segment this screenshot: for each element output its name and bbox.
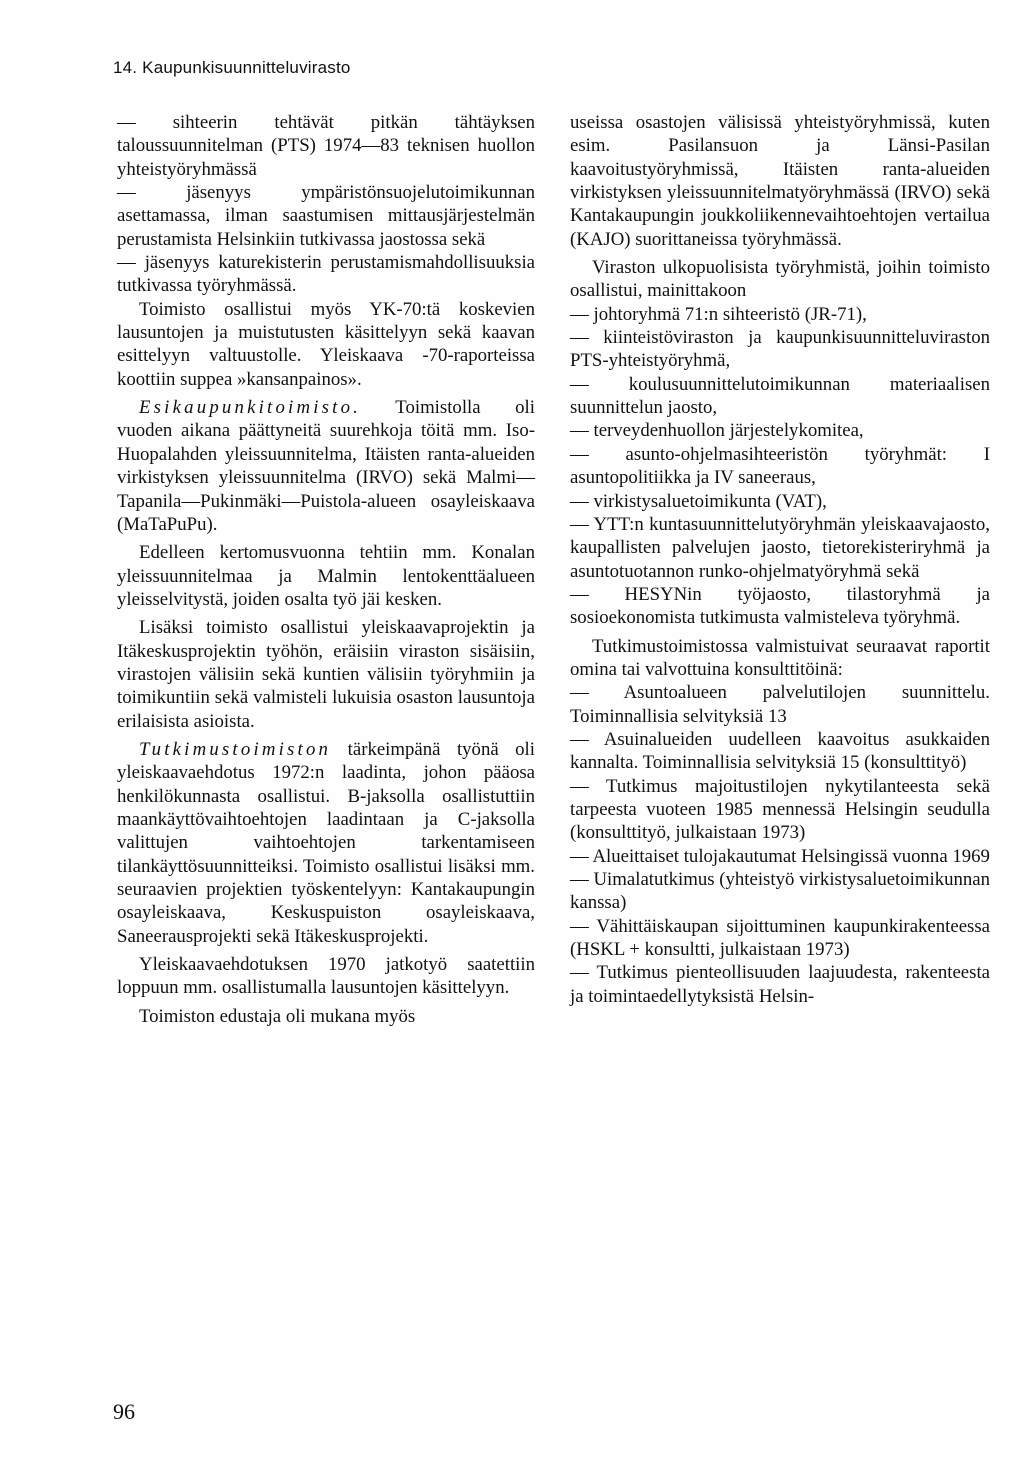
list-item: — Asuntoalueen palvelutilojen suunnittelu. Toiminnallisia selvityksiä 13 — [570, 682, 990, 727]
list-item: — kiinteistöviraston ja kaupunkisuunnitteluviraston PTS-yhteistyöryhmä, — [570, 327, 990, 372]
list-item: — Tutkimus majoitustilojen nykytilanteesta sekä tarpeesta vuoteen 1985 mennessä Helsingin seudulla (konsulttityö, julkaistaan 1973) — [570, 775, 990, 844]
paragraph-body: Toimistolla oli vuoden aikana päättyneitä suurehkoja töitä mm. Iso-Huopalahden yleissuunnitelma, Itäisten ranta-alueiden virkistyksen yleissuunnitelma (IRVO) sekä Malmi—Tapanila—Pukinmäki—Puistola-alueen osayleiskaava (MaTaPuPu). — [117, 397, 535, 535]
paragraph: useissa osastojen välisissä yhteistyöryhmissä, kuten esim. Pasilansuon ja Länsi-Pasilan kaavoitustyöryhmissä, Itäisten ranta-alueiden virkistyksen yleissuunnitelmatyöryhmässä (IRVO) sekä Kantakaupungin joukkoliikennevaihtoehtojen vertailua (KAJO) suorittaneissa työryhmässä. — [570, 112, 990, 250]
list-item: — Vähittäiskaupan sijoittuminen kaupunkirakenteessa (HSKL + konsultti, julkaistaan 1973) — [570, 915, 990, 961]
running-header: 14. Kaupunkisuunnitteluvirasto — [113, 58, 351, 77]
section-heading-esikaupunkitoimisto: Esikaupunkitoimisto. — [139, 397, 362, 419]
list-item: — johtoryhmä 71:n sihteeristö (JR-71), — [570, 303, 867, 325]
paragraph-body: tärkeimpänä työnä oli yleiskaavaehdotus 1972:n laadinta, johon pääosa henkilökunnasta osallistui. B-jaksolla osallistuttiin maankäyttövaihtoehtojen laadintaan ja C-jaksolla valittujen vaihtoehtojen tarkentamiseen tilankäyttösuunnitteiksi. Toimisto osallistui lisäksi mm. seuraavien projektien työskentelyyn: Kantakaupungin osayleiskaava, Keskuspuiston osayleiskaava, Saneerausprojekti sekä Itäkeskusprojekti. — [117, 738, 535, 947]
list-item: — terveydenhuollon järjestelykomitea, — [570, 420, 864, 442]
list-item: — Asuinalueiden uudelleen kaavoitus asukkaiden kannalta. Toiminnallisia selvityksiä 15 (konsulttityö) — [570, 728, 990, 774]
paragraph: Toimisto osallistui myös YK-70:tä koskevien lausuntojen ja muistutusten käsittelyyn sekä kaavan esittelyyn valtuustolle. Yleiskaava -70-raporteissa koottiin suppea »kansanpainos». — [117, 298, 535, 390]
list-item: — Alueittaiset tulojakautumat Helsingissä vuonna 1969 — [570, 845, 990, 867]
right-column — [570, 111, 990, 1008]
list-item: — YTT:n kuntasuunnittelutyöryhmän yleiskaavajaosto, kaupallisten palvelujen jaosto, tietorekisteriryhmä ja asuntotuotannon runko-ohjelmatyöryhmä sekä — [570, 513, 990, 582]
paragraph: Toimiston edustaja oli mukana myös — [139, 1005, 416, 1027]
paragraph: Edelleen kertomusvuonna tehtiin mm. Konalan yleissuunnitelmaa ja Malmin lentokenttäalueen yleisselvitystä, joiden osalta työ jäi kesken. — [117, 542, 535, 610]
list-item: — asunto-ohjelmasihteeristön työryhmät: I asuntopolitiikka ja IV saneeraus, — [570, 443, 990, 489]
section-heading-tutkimustoimisto: Tutkimustoimiston — [139, 738, 332, 760]
paragraph — [117, 396, 535, 536]
left-column — [117, 111, 535, 1028]
list-item: — Tutkimus pienteollisuuden laajuudesta, rakenteesta ja toimintaedellytyksistä Helsin- — [570, 962, 990, 1007]
paragraph — [117, 738, 535, 948]
paragraph: — jäsenyys katurekisterin perustamismahdollisuuksia tutkivassa työryhmässä. — [117, 252, 535, 297]
paragraph: Tutkimustoimistossa valmistuivat seuraavat raportit omina tai valvottuina konsulttitöinä: — [570, 635, 990, 680]
paragraph: Lisäksi toimisto osallistui yleiskaavaprojektin ja Itäkeskusprojektin työhön, eräisiin viraston sisäisiin, virastojen välisiin sekä kuntien välisiin työryhmiin ja toimikuntiin sekä valmisteli lukuisia osaston lausuntoja erilaisista asioista. — [117, 617, 535, 732]
paragraph: Yleiskaavaehdotuksen 1970 jatkotyö saatettiin loppuun mm. osallistumalla lausuntojen käsittelyyn. — [117, 954, 535, 999]
paragraph: — jäsenyys ympäristönsuojelutoimikunnan asettamassa, ilman saastumisen mittausjärjestelmän perustamista Helsinkiin tutkivassa jaostossa sekä — [117, 182, 535, 250]
list-item: — virkistysaluetoimikunta (VAT), — [570, 490, 827, 512]
paragraph: Viraston ulkopuolisista työryhmistä, joihin toimisto osallistui, mainittakoon — [570, 257, 990, 302]
list-item: — Uimalatutkimus (yhteistyö virkistysaluetoimikunnan kanssa) — [570, 869, 990, 914]
list-item: — koulusuunnittelutoimikunnan materiaalisen suunnittelun jaosto, — [570, 373, 990, 419]
paragraph: — sihteerin tehtävät pitkän tähtäyksen taloussuunnitelman (PTS) 1974—83 teknisen huollon yhteistyöryhmässä — [117, 112, 535, 180]
list-item: — HESYNin työjaosto, tilastoryhmä ja sosioekonomista tutkimusta valmisteleva työryhmä. — [570, 583, 990, 629]
page-number: 96 — [113, 1399, 135, 1424]
